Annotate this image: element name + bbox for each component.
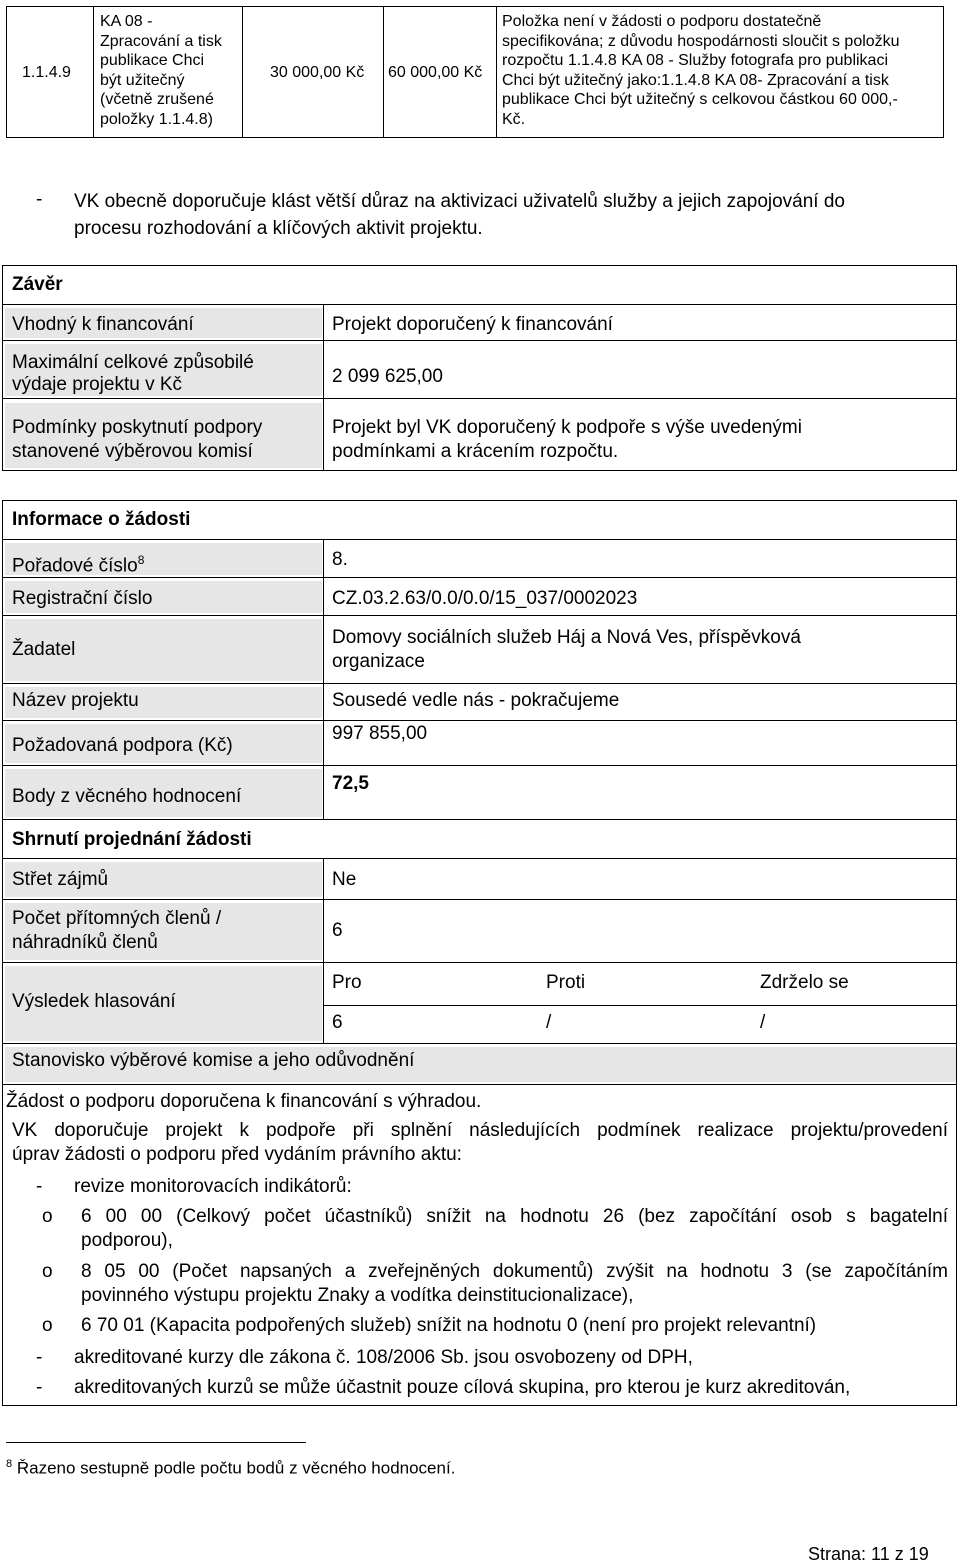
conflict-label: Střet zájmů <box>12 869 109 890</box>
conclusion-value-conditions: Projekt byl VK doporučený k podpoře s výše uvedenými podmínkami a krácením rozpočtu. <box>332 417 802 462</box>
opinion-verdict: Žádost o podporu doporučena k financování s výhradou. <box>6 1091 482 1112</box>
applicant-value: Domovy sociálních služeb Háj a Nová Ves, příspěvková organizace <box>332 627 801 672</box>
members-value: 6 <box>332 920 343 941</box>
members-label: Počet přítomných členů / náhradníků členů <box>12 908 222 953</box>
conclusion-value-max-costs: 2 099 625,00 <box>332 366 443 387</box>
recommendation-dash: - <box>36 189 43 210</box>
order-value: 8. <box>332 549 348 570</box>
project-name-label: Název projektu <box>12 690 139 711</box>
footnote: $^8$ Řazeno sestupně podle počtu bodů z věcného hodnocení. <box>6 1458 456 1478</box>
project-name-value: Sousedé vedle nás - pokračujeme <box>332 690 620 711</box>
order-label: Pořadové číslo$^8$ <box>12 553 145 577</box>
list-item-vat: akreditované kurzy dle zákona č. 108/2006 Sb. jsou osvobozeny od DPH, <box>74 1347 693 1368</box>
conclusion-label-eligible: Vhodný k financování <box>12 314 194 335</box>
budget-amount-merged: 60 000,00 Kč <box>388 64 483 81</box>
list-dash: - <box>36 1347 43 1368</box>
opinion-paragraph: VK doporučuje projekt k podpoře při splnění následujících podmínek realizace projektu/provedení úprav žádosti o podporu před vydáním právního aktu: <box>12 1120 948 1165</box>
points-label: Body z věcného hodnocení <box>12 786 242 807</box>
sublist-bullet: o <box>42 1206 53 1227</box>
footnote-separator <box>6 1442 306 1443</box>
list-dash: - <box>36 1377 43 1398</box>
list-item-indicators: revize monitorovacích indikátorů: <box>74 1176 352 1197</box>
vote-value-abstained: / <box>760 1012 766 1033</box>
points-value: 72,5 <box>332 773 369 794</box>
vote-value-against: / <box>546 1012 552 1033</box>
footnote-ref: 8 <box>137 553 145 567</box>
sublist-item-capacity: 6 70 01 (Kapacita podpořených služeb) snížit na hodnotu 0 (není pro projekt relevantní) <box>81 1315 817 1336</box>
budget-note: Položka není v žádosti o podporu dostatečně specifikována; z důvodu hospodárnosti sloučit s položku rozpočtu 1.1.4.8 KA 08 - Služby fotografa pro publikaci Chci být užitečný jako:1.1.4.8 KA 08- Zpracování a tisk publikace Chci být užitečný s celkovou částkou 60 000,- Kč. <box>502 13 900 128</box>
sublist-item-participants: 6 00 00 (Celkový počet účastníků) snížit na hodnotu 26 (bez započítání osob s bagatelní podporou), <box>81 1206 948 1251</box>
budget-amount-original: 30 000,00 Kč <box>270 64 365 81</box>
summary-heading: Shrnutí projednání žádosti <box>12 829 252 850</box>
sublist-bullet: o <box>42 1315 53 1336</box>
vote-header-against: Proti <box>546 972 586 993</box>
conclusion-label-max-costs: Maximální celkové způsobilé výdaje projektu v Kč <box>12 352 254 395</box>
list-item-target-group: akreditovaných kurzů se může účastnit pouze cílová skupina, pro kterou je kurz akreditován, <box>74 1377 851 1398</box>
conflict-value: Ne <box>332 869 357 890</box>
vote-value-for: 6 <box>332 1012 343 1033</box>
budget-code: 1.1.4.9 <box>22 64 71 81</box>
budget-item-name: KA 08 - Zpracování a tisk publikace Chci být užitečný (včetně zrušené položky 1.1.4.8) <box>100 13 222 128</box>
sublist-bullet: o <box>42 1261 53 1282</box>
vote-header-abstained: Zdrželo se <box>760 972 849 993</box>
recommendation-text: VK obecně doporučuje klást větší důraz na aktivizaci uživatelů služby a jejich zapojování do procesu rozhodování a klíčových aktivit projektu. <box>74 191 845 239</box>
conclusion-label-conditions: Podmínky poskytnutí podpory stanovené výběrovou komisí <box>12 417 263 462</box>
list-dash: - <box>36 1176 43 1197</box>
application-heading: Informace o žádosti <box>12 509 191 530</box>
opinion-label: Stanovisko výběrové komise a jeho odůvodnění <box>12 1050 415 1071</box>
applicant-label: Žadatel <box>12 639 76 660</box>
conclusion-heading: Závěr <box>12 274 63 295</box>
vote-label: Výsledek hlasování <box>12 991 176 1012</box>
requested-support-label: Požadovaná podpora (Kč) <box>12 735 233 756</box>
registration-label: Registrační číslo <box>12 588 153 609</box>
vote-header-for: Pro <box>332 972 362 993</box>
registration-value: CZ.03.2.63/0.0/0.0/15_037/0002023 <box>332 588 638 609</box>
page-number: Strana: 11 z 19 <box>808 1544 929 1564</box>
sublist-item-documents: 8 05 00 (Počet napsaných a zveřejněných dokumentů) zvýšit na hodnotu 3 (se započítáním povinného výstupu projektu Znaky a vodítka deinstitucionalizace), <box>81 1261 948 1306</box>
requested-support-value: 997 855,00 <box>332 723 428 744</box>
conclusion-value-eligible: Projekt doporučený k financování <box>332 314 613 335</box>
